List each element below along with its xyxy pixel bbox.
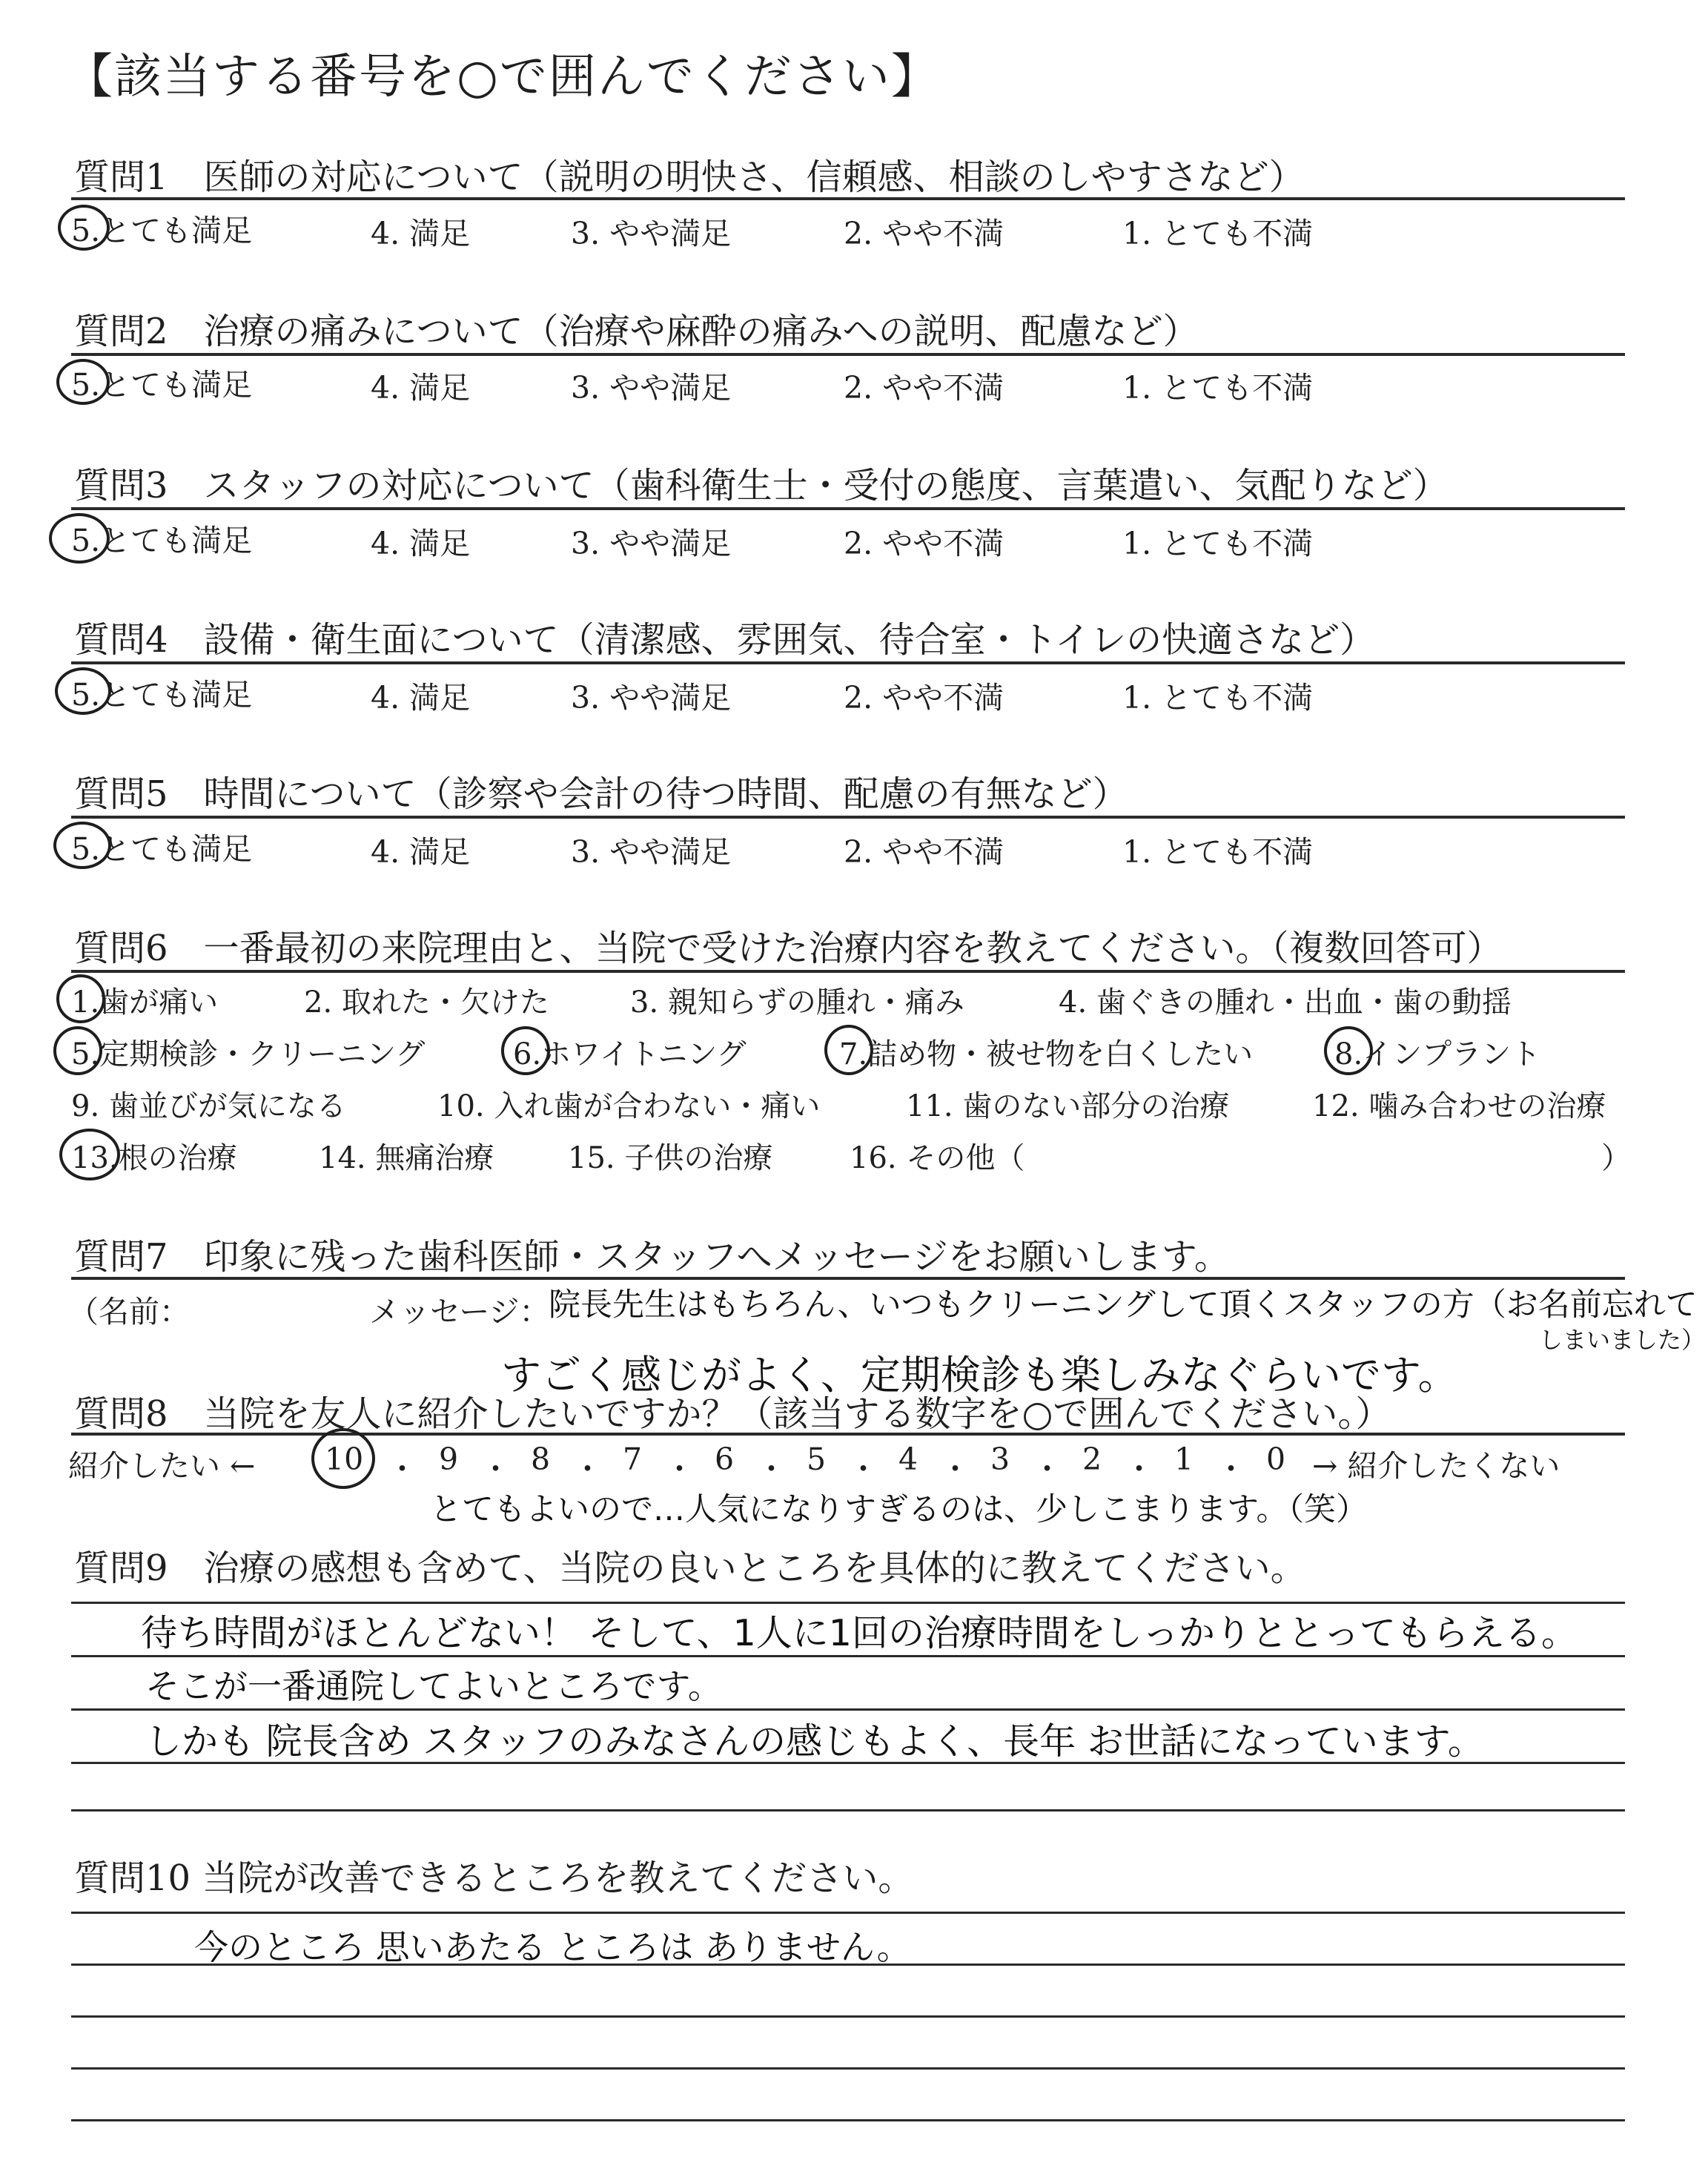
q1-rule <box>71 197 1625 200</box>
q8-value-0[interactable]: 0 <box>1266 1441 1286 1477</box>
q7-message-line-1-end: しまいました） <box>1539 1326 1706 1354</box>
q2-option-1[interactable]: 1. とても不満 <box>1122 370 1314 406</box>
q8-rule <box>71 1433 1625 1436</box>
q5-option-1[interactable]: 1. とても不満 <box>1122 834 1314 870</box>
q3-selection-circle <box>49 513 110 564</box>
q2-option-4[interactable]: 4. 満足 <box>371 370 471 406</box>
q1-heading: 質問1 医師の対応について（説明の明快さ、信頼感、相談のしやすさなど） <box>74 156 1305 198</box>
q6-option-12[interactable]: 12. 噛み合わせの治療 <box>1312 1089 1606 1123</box>
q3-option-3[interactable]: 3. やや満足 <box>571 526 732 561</box>
q10-heading: 質問10 当院が改善できるところを教えてください。 <box>74 1857 914 1899</box>
q8-right-label: → 紹介したくない <box>1312 1448 1560 1484</box>
q4-option-3[interactable]: 3. やや満足 <box>571 680 732 716</box>
q6-circle-6 <box>501 1026 550 1075</box>
q5-rule <box>71 816 1625 819</box>
q6-option-7[interactable]: 7.詰め物・被せ物を白くしたい <box>839 1037 1254 1071</box>
q6-heading: 質問6 一番最初の来院理由と、当院で受けた治療内容を教えてください。（複数回答可） <box>74 928 1503 969</box>
q5-selection-circle <box>53 822 111 869</box>
q8-dot: ・ <box>387 1451 417 1487</box>
q6-option-16[interactable]: 16. その他（ <box>850 1141 1025 1175</box>
q7-name-label: （名前： <box>68 1294 190 1330</box>
q10-line-5 <box>71 2119 1625 2121</box>
q2-heading: 質問2 治療の痛みについて（治療や麻酔の痛みへの説明、配慮など） <box>74 311 1199 352</box>
q9-answer-line-1: 待ち時間がほとんどない！ そして、1人に1回の治療時間をしっかりととってもらえる。 <box>141 1612 1578 1654</box>
q7-heading: 質問7 印象に残った歯科医師・スタッフへメッセージをお願いします。 <box>74 1236 1230 1278</box>
q2-option-5[interactable]: 5.とても満足 <box>71 367 253 403</box>
q8-dot: ・ <box>664 1451 695 1487</box>
q5-option-2[interactable]: 2. やや不満 <box>844 834 1004 870</box>
q8-dot: ・ <box>572 1451 603 1487</box>
q9-answer-line-3: しかも 院長含め スタッフのみなさんの感じもよく、長年 お世話になっています。 <box>145 1720 1484 1763</box>
q3-heading: 質問3 スタッフの対応について（歯科衛生士・受付の態度、言葉遣い、気配りなど） <box>74 465 1449 506</box>
q10-line-3 <box>71 2015 1625 2018</box>
q8-dot: ・ <box>1216 1451 1246 1487</box>
q8-dot: ・ <box>1032 1451 1062 1487</box>
q6-option-4[interactable]: 4. 歯ぐきの腫れ・出血・歯の動揺 <box>1059 985 1512 1020</box>
q3-option-4[interactable]: 4. 満足 <box>371 526 471 561</box>
q7-message-label: メッセージ： <box>369 1294 550 1330</box>
q10-line-4 <box>71 2067 1625 2070</box>
q6-option-2[interactable]: 2. 取れた・欠けた <box>304 985 549 1020</box>
q6-option-5[interactable]: 5.定期検診・クリーニング <box>71 1037 426 1071</box>
q6-option-10[interactable]: 10. 入れ歯が合わない・痛い <box>437 1089 821 1123</box>
q1-option-4[interactable]: 4. 満足 <box>371 216 471 251</box>
q7-message-line-2: すごく感じがよく、定期検診も楽しみなぐらいです。 <box>501 1352 1458 1398</box>
q2-selection-circle <box>56 359 110 405</box>
q5-option-4[interactable]: 4. 満足 <box>371 834 471 870</box>
q8-dot: ・ <box>848 1451 878 1487</box>
q6-circle-1 <box>56 974 105 1023</box>
q8-value-6[interactable]: 6 <box>715 1441 735 1477</box>
q8-value-9[interactable]: 9 <box>439 1441 459 1477</box>
q8-value-8[interactable]: 8 <box>531 1441 551 1477</box>
q2-option-2[interactable]: 2. やや不満 <box>844 370 1004 406</box>
q6-option-15[interactable]: 15. 子供の治療 <box>568 1141 773 1175</box>
q1-option-1[interactable]: 1. とても不満 <box>1122 216 1314 251</box>
q4-heading: 質問4 設備・衛生面について（清潔感、雰囲気、待合室・トイレの快適さなど） <box>74 619 1376 661</box>
q9-line-3 <box>71 1708 1625 1711</box>
q3-rule <box>71 507 1625 510</box>
q6-option-1[interactable]: 1.歯が痛い <box>71 985 219 1020</box>
q1-option-5[interactable]: 5.とても満足 <box>71 213 253 248</box>
q8-value-10[interactable]: 10 <box>325 1441 364 1477</box>
q2-option-3[interactable]: 3. やや満足 <box>571 370 732 406</box>
q9-line-1 <box>71 1602 1625 1604</box>
q7-message-line-1: 院長先生はもちろん、いつもクリーニングして頂くスタッフの方（お名前忘れて <box>549 1287 1698 1324</box>
q8-left-label: 紹介したい ← <box>68 1448 256 1484</box>
page-title: 【該当する番号を○で囲んでください】 <box>65 50 940 105</box>
q3-option-2[interactable]: 2. やや不満 <box>844 526 1004 561</box>
q9-answer-line-2: そこが一番通院してよいところです。 <box>145 1666 722 1706</box>
q1-option-2[interactable]: 2. やや不満 <box>844 216 1004 251</box>
q5-option-5[interactable]: 5.とても満足 <box>71 831 253 867</box>
q8-value-3[interactable]: 3 <box>990 1441 1010 1477</box>
q4-selection-circle <box>55 667 111 715</box>
q10-answer: 今のところ 思いあたる ところは ありません。 <box>194 1927 911 1967</box>
q3-option-5[interactable]: 5.とても満足 <box>71 523 253 558</box>
q4-option-4[interactable]: 4. 満足 <box>371 680 471 716</box>
q8-heading: 質問8 当院を友人に紹介したいですか？（該当する数字を○で囲んでください。） <box>74 1393 1391 1435</box>
q8-dot: ・ <box>480 1451 511 1487</box>
q6-rule <box>71 970 1625 973</box>
q8-value-1[interactable]: 1 <box>1174 1441 1194 1477</box>
q9-line-5 <box>71 1809 1625 1811</box>
q1-selection-circle <box>58 205 110 251</box>
q4-option-2[interactable]: 2. やや不満 <box>844 680 1004 716</box>
q6-option-8[interactable]: 8.インプラント <box>1334 1037 1541 1071</box>
q9-heading: 質問9 治療の感想も含めて、当院の良いところを具体的に教えてください。 <box>74 1548 1306 1589</box>
q8-comment: とてもよいので…人気になりすぎるのは、少しこまります。（笑） <box>430 1491 1368 1528</box>
q6-option-9[interactable]: 9. 歯並びが気になる <box>71 1089 346 1123</box>
q6-option-14[interactable]: 14. 無痛治療 <box>319 1141 494 1175</box>
q6-circle-7 <box>824 1025 873 1075</box>
q6-option-6[interactable]: 6.ホワイトニング <box>513 1037 747 1071</box>
q8-selection-circle <box>311 1428 375 1489</box>
q2-rule <box>71 353 1625 356</box>
q1-option-3[interactable]: 3. やや満足 <box>571 216 732 251</box>
q6-option-3[interactable]: 3. 親知らずの腫れ・痛み <box>630 985 964 1020</box>
q6-option-11[interactable]: 11. 歯のない部分の治療 <box>906 1089 1230 1123</box>
q10-line-1 <box>71 1912 1625 1914</box>
q8-value-7[interactable]: 7 <box>623 1441 643 1477</box>
q5-heading: 質問5 時間について（診察や会計の待つ時間、配慮の有無など） <box>74 773 1128 815</box>
q8-value-2[interactable]: 2 <box>1082 1441 1102 1477</box>
q8-dot: ・ <box>1124 1451 1154 1487</box>
q4-option-1[interactable]: 1. とても不満 <box>1122 680 1314 716</box>
q6-circle-8 <box>1324 1026 1373 1075</box>
q6-circle-13 <box>59 1129 120 1180</box>
q8-dot: ・ <box>940 1451 970 1487</box>
q6-option-13[interactable]: 13.根の治療 <box>71 1141 237 1175</box>
q3-option-1[interactable]: 1. とても不満 <box>1122 526 1314 561</box>
q4-option-5[interactable]: 5.とても満足 <box>71 677 253 713</box>
q6-circle-5 <box>53 1026 102 1075</box>
q5-option-3[interactable]: 3. やや満足 <box>571 834 732 870</box>
q8-value-5[interactable]: 5 <box>807 1441 827 1477</box>
q6-other-close-paren: ） <box>1601 1141 1631 1175</box>
q4-rule <box>71 661 1625 664</box>
q8-value-4[interactable]: 4 <box>898 1441 918 1477</box>
q8-dot: ・ <box>756 1451 787 1487</box>
